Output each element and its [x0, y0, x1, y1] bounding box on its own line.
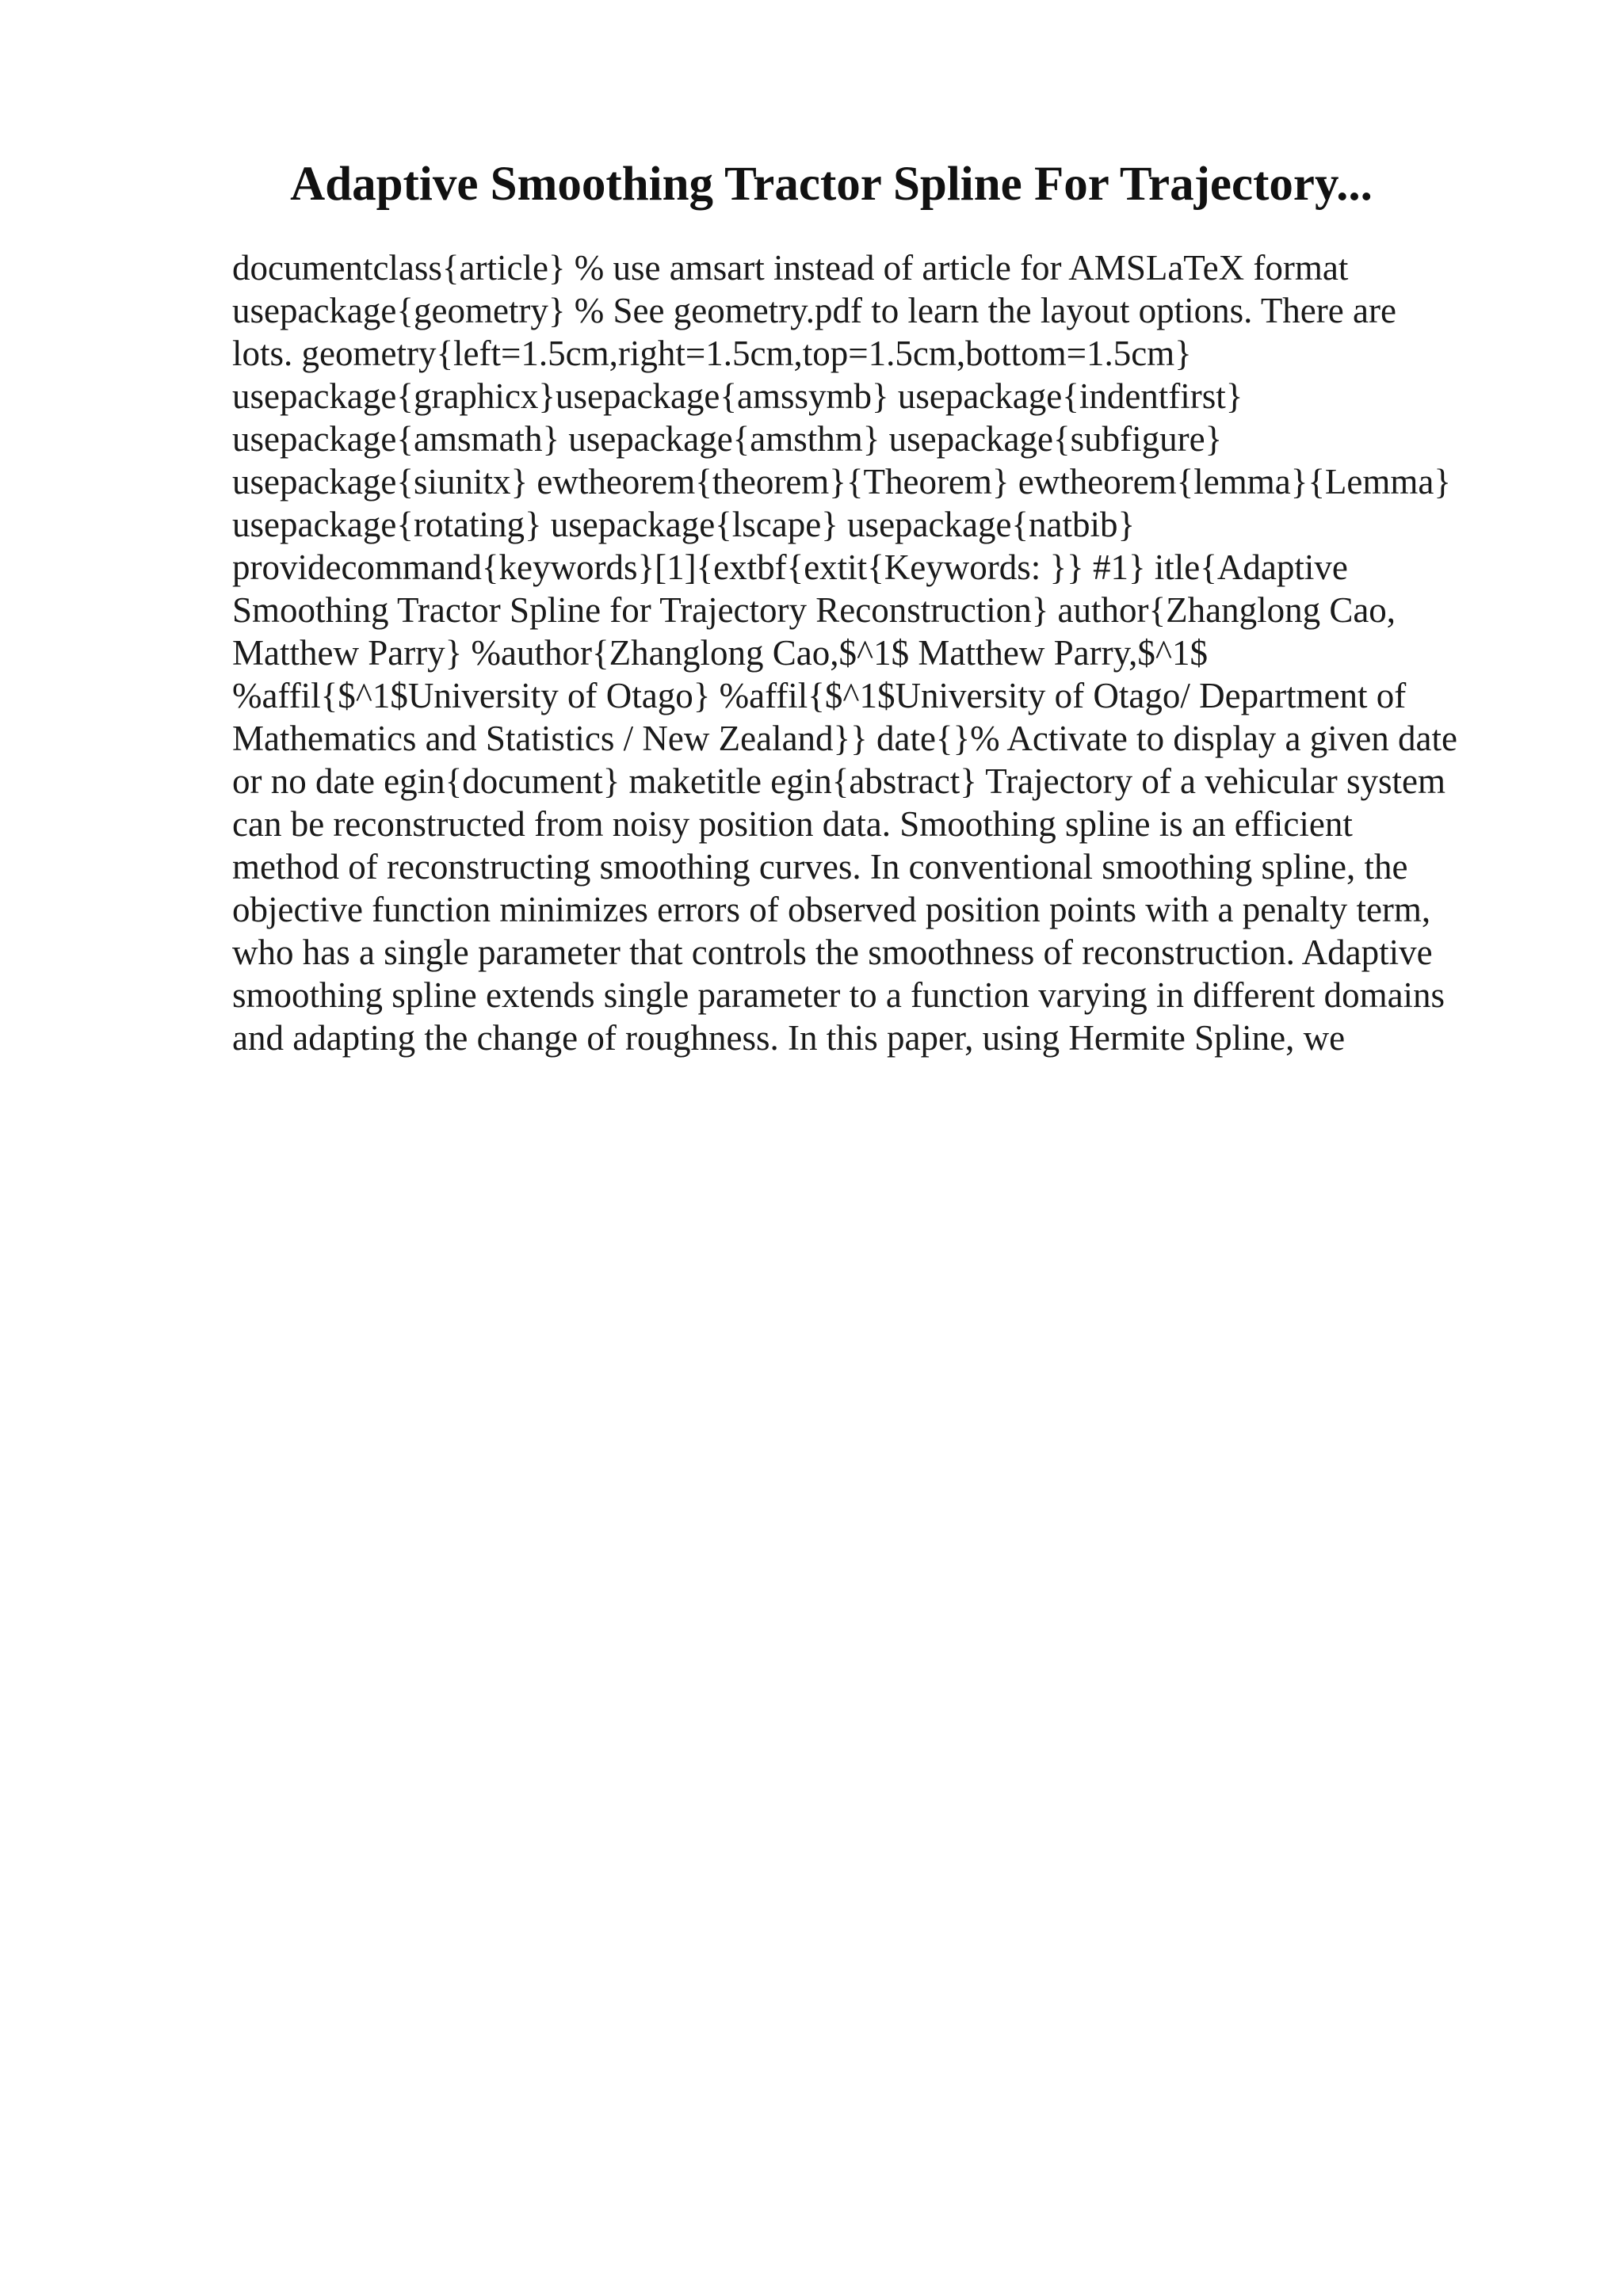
body-line: providecommand{keywords}[1]{extbf{extit{Keywords: }} #1} itle{Adaptive: [232, 547, 1348, 587]
body-line: Smoothing Tractor Spline for Trajectory Reconstruction} author{Zhanglong Cao,: [232, 590, 1396, 630]
body-line: Mathematics and Statistics / New Zealand}} date{}% Activate to display a given date: [232, 719, 1457, 758]
document-title: Adaptive Smoothing Tractor Spline For Trajectory...: [290, 158, 1373, 211]
body-line: Matthew Parry} %author{Zhanglong Cao,$^1$ Matthew Parry,$^1$: [232, 633, 1209, 673]
body-line: or no date egin{document} maketitle egin{abstract} Trajectory of a vehicular system: [232, 761, 1445, 801]
body-line: smoothing spline extends single parameter to a function varying in different domains: [232, 975, 1445, 1015]
body-line: lots. geometry{left=1.5cm,right=1.5cm,top=1.5cm,bottom=1.5cm}: [232, 334, 1192, 373]
body-line: usepackage{rotating} usepackage{lscape} usepackage{natbib}: [232, 505, 1136, 544]
document-body: [232, 246, 1516, 1059]
body-line: who has a single parameter that controls the smoothness of reconstruction. Adaptive: [232, 933, 1433, 972]
body-line: usepackage{amsmath} usepackage{amsthm} usepackage{subfigure}: [232, 419, 1223, 459]
body-line: and adapting the change of roughness. In this paper, using Hermite Spline, we: [232, 1018, 1346, 1058]
body-line: usepackage{graphicx}usepackage{amssymb} usepackage{indentfirst}: [232, 376, 1243, 416]
body-line: usepackage{siunitx} ewtheorem{theorem}{Theorem} ewtheorem{lemma}{Lemma}: [232, 462, 1451, 502]
body-line: %affil{$^1$University of Otago} %affil{$^1$University of Otago/ Department of: [232, 676, 1407, 715]
body-line: documentclass{article} % use amsart instead of article for AMSLaTeX format: [232, 248, 1349, 288]
body-line: usepackage{geometry} % See geometry.pdf to learn the layout options. There are: [232, 291, 1396, 330]
body-line: can be reconstructed from noisy position data. Smoothing spline is an efficient: [232, 804, 1353, 844]
body-line: objective function minimizes errors of observed position points with a penalty term,: [232, 890, 1431, 929]
body-line: method of reconstructing smoothing curves. In conventional smoothing spline, the: [232, 847, 1408, 887]
